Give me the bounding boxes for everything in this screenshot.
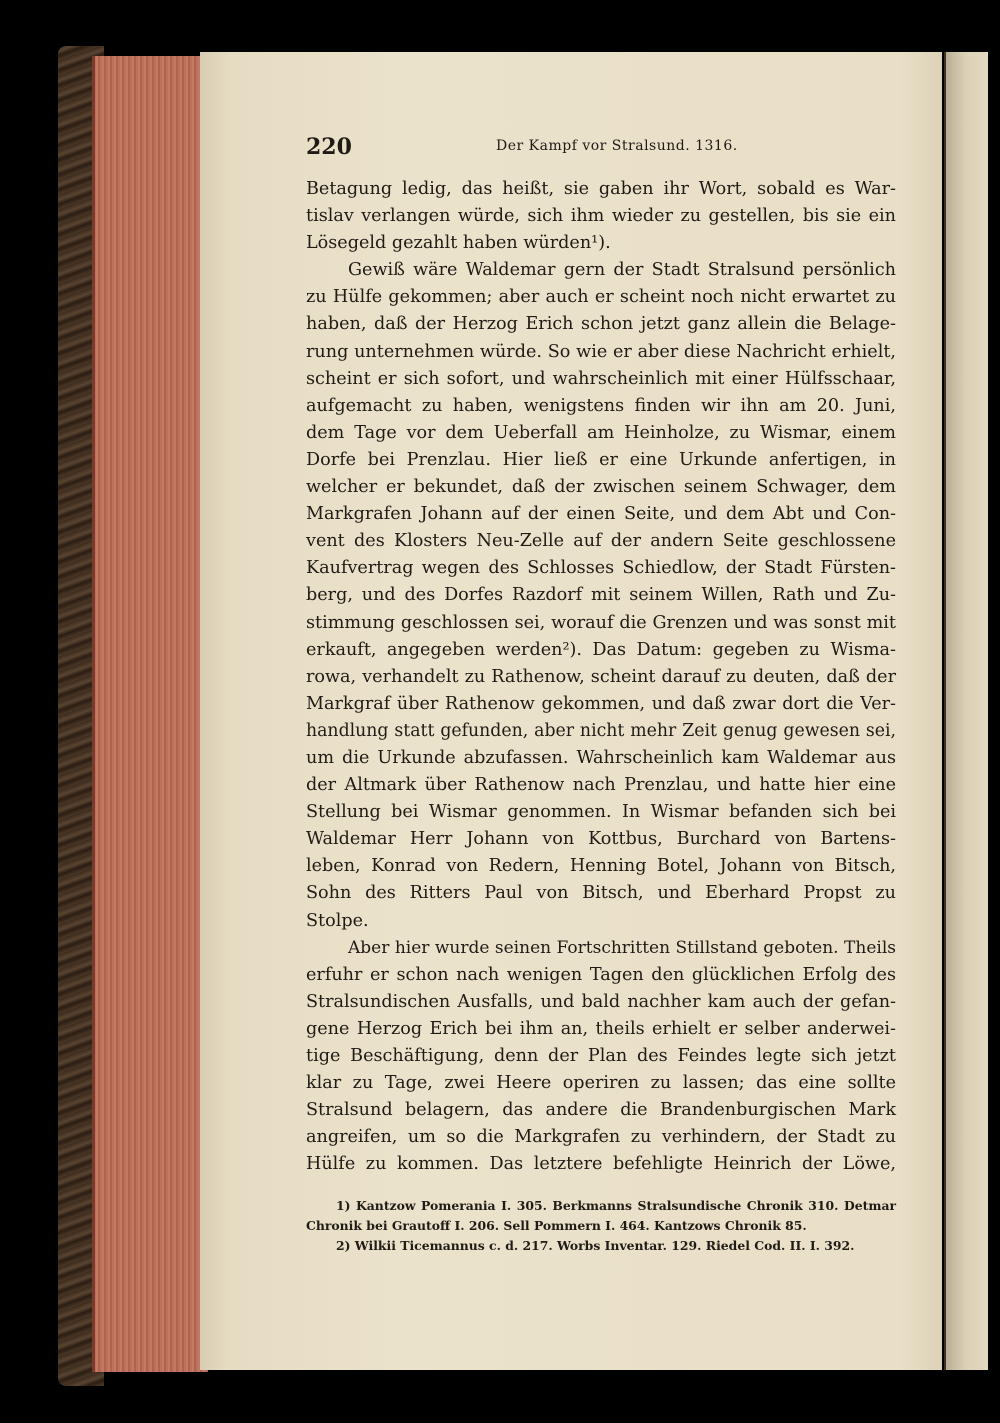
text-line: gene Herzog Erich bei ihm an, theils erhielt er selber anderwei- [306,1018,896,1039]
text-line: Stralsund belagern, das andere die Brandenburgischen Mark [306,1100,896,1121]
text-line: rung unternehmen würde. So wie er aber diese Nachricht erhielt, [306,341,896,362]
text-line: berg, und des Dorfes Razdorf mit seinem Willen, Rath und Zu- [306,585,896,606]
text-line: Kaufvertrag wegen des Schlosses Schiedlow, der Stadt Fürsten- [306,558,896,579]
text-line: Lösegeld gezahlt haben würden¹). [306,233,611,254]
footnote-line: 2) Wilkii Ticemannus c. d. 217. Worbs Inventar. 129. Riedel Cod. II. I. 392. [336,1238,855,1253]
text-line: haben, daß der Herzog Erich schon jetzt ganz allein die Belage- [306,314,896,335]
text-line: leben, Konrad von Redern, Henning Botel, Johann von Bitsch, [306,856,896,877]
page-header [306,134,896,164]
text-line: Sohn des Ritters Paul von Bitsch, und Eberhard Propst zu [306,883,896,904]
text-line: Markgrafen Johann auf der einen Seite, und dem Abt und Con- [306,504,896,525]
text-line: tislav verlangen würde, sich ihm wieder zu gestellen, bis sie ein [306,206,896,227]
text-line: vent des Klosters Neu-Zelle auf der andern Seite geschlossene [306,531,896,552]
running-head: Der Kampf vor Stralsund. 1316. [496,138,738,154]
text-line: der Altmark über Rathenow nach Prenzlau, und hatte hier eine [306,775,896,796]
text-line: Waldemar Herr Johann von Kottbus, Burchard von Bartens- [306,829,896,850]
text-line: scheint er sich sofort, und wahrscheinlich mit einer Hülfsschaar, [306,368,896,389]
text-line: Stellung bei Wismar genommen. In Wismar befanden sich bei [306,802,896,823]
text-line: handlung statt gefunden, aber nicht mehr Zeit genug gewesen sei, [306,720,896,741]
facing-page [944,52,988,1370]
body-text [306,176,896,1178]
text-line: rowa, verhandelt zu Rathenow, scheint darauf zu deuten, daß der [306,666,896,687]
text-line: erfuhr er schon nach wenigen Tagen den glücklichen Erfolg des [306,964,896,985]
footnote-line: 1) Kantzow Pomerania I. 305. Berkmanns Stralsundische Chronik 310. Detmar [336,1198,896,1213]
text-line: stimmung geschlossen sei, worauf die Grenzen und was sonst mit [306,612,896,633]
text-line: Hülfe zu kommen. Das letztere befehligte Heinrich der Löwe, [306,1154,896,1175]
text-line: angreifen, um so die Markgrafen zu verhindern, der Stadt zu [306,1127,896,1148]
footnote-line: Chronik bei Grautoff I. 206. Sell Pommern I. 464. Kantzows Chronik 85. [306,1218,807,1233]
text-line: Stralsundischen Ausfalls, und bald nachher kam auch der gefan- [306,991,896,1012]
text-line: welcher er bekundet, daß der zwischen seinem Schwager, dem [306,477,896,498]
page-number: 220 [306,134,352,160]
text-line: Gewiß wäre Waldemar gern der Stadt Stralsund persönlich [348,260,896,281]
page-edges [92,56,208,1372]
text-line: erkauft, angegeben werden²). Das Datum: gegeben zu Wisma- [306,639,896,660]
text-line: Markgraf über Rathenow gekommen, und daß zwar dort die Ver- [306,693,896,714]
text-line: aufgemacht zu haben, wenigstens finden wir ihn am 20. Juni, [306,395,896,416]
text-line: Betagung ledig, das heißt, sie gaben ihr Wort, sobald es War- [306,179,896,199]
text-line: Stolpe. [306,910,369,931]
text-line: zu Hülfe gekommen; aber auch er scheint noch nicht erwartet zu [306,287,896,308]
text-line: Dorfe bei Prenzlau. Hier ließ er eine Urkunde anfertigen, in [306,449,896,470]
text-line: Aber hier wurde seinen Fortschritten Stillstand geboten. Theils [348,937,896,958]
text-line: klar zu Tage, zwei Heere operiren zu lassen; das eine sollte [306,1073,896,1094]
footnotes [306,1196,896,1256]
text-line: tige Beschäftigung, denn der Plan des Feindes legte sich jetzt [306,1046,896,1066]
text-line: dem Tage vor dem Ueberfall am Heinholze, zu Wismar, einem [306,422,896,443]
text-line: um die Urkunde abzufassen. Wahrscheinlich kam Waldemar aus [306,747,896,768]
